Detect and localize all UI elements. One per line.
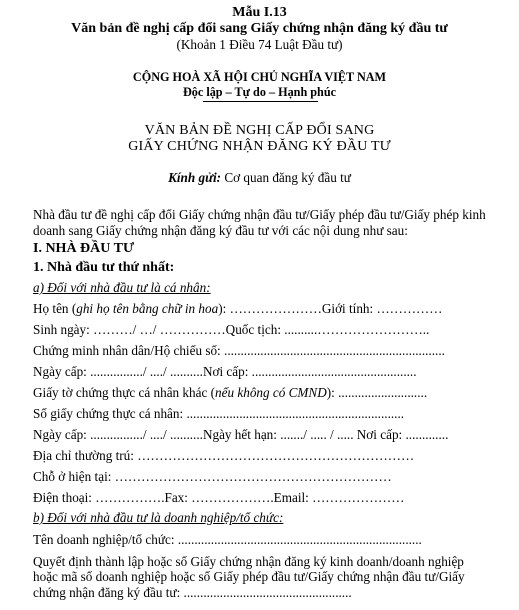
enterprise-heading: b) Đối với nhà đầu tư là doanh nghiệp/tổ chức: bbox=[33, 510, 284, 525]
name-field: Họ tên (ghi họ tên bằng chữ in hoa): …………………Giới tính: …………… bbox=[33, 301, 443, 316]
slogan-underline bbox=[203, 101, 318, 102]
company-name-field: Tên doanh nghiệp/tổ chức: .......................................................................... bbox=[33, 532, 422, 547]
other-doc-number-field: Số giấy chứng thực cá nhân: .................................................................. bbox=[33, 406, 405, 421]
investor-heading: 1. Nhà đầu tư thứ nhất: bbox=[33, 260, 175, 275]
decision-line-3: chứng nhận đăng ký đầu tư: ................................................... bbox=[33, 585, 352, 600]
national-slogan: Độc lập – Tự do – Hạnh phúc bbox=[182, 85, 337, 99]
decision-line-2: hoặc mã số doanh nghiệp hoặc số Giấy phép đầu tư/Giấy chứng nhận đầu tư/Giấy bbox=[33, 569, 465, 584]
intro-line-2: doanh sang Giấy chứng nhận đăng ký đầu tư với các nội dung như sau: bbox=[33, 223, 408, 238]
recipient-label: Kính gửi: bbox=[168, 170, 222, 185]
other-doc-issue-field: Ngày cấp: ................/ ..../ ..........Ngày hết hạn: ......./ ..... / ..... Nơi cấp: ............. bbox=[33, 427, 449, 442]
form-code: Mẫu I.13 bbox=[232, 5, 287, 20]
doc-title-line2: GIẤY CHỨNG NHẬN ĐĂNG KÝ ĐẦU TƯ bbox=[128, 139, 391, 154]
id-issue-field: Ngày cấp: ................/ ..../ ..........Nơi cấp: .................................................. bbox=[33, 364, 417, 379]
recipient bbox=[0, 171, 519, 184]
form-title: Văn bản đề nghị cấp đổi sang Giấy chứng nhận đăng ký đầu tư bbox=[71, 21, 448, 36]
other-doc-hint: nếu không có CMND bbox=[215, 385, 327, 400]
intro-line-1: Nhà đầu tư đề nghị cấp đổi Giấy chứng nhận đầu tư/Giấy phép đầu tư/Giấy phép kinh bbox=[33, 207, 486, 222]
current-address-field: Chỗ ở hiện tại: ……………………………………………………… bbox=[33, 469, 392, 484]
decision-line-1: Quyết định thành lập hoặc số Giấy chứng nhận đăng ký kinh doanh/doanh nghiệp bbox=[33, 554, 464, 569]
section-heading: I. NHÀ ĐẦU TƯ bbox=[33, 241, 135, 256]
recipient-value: Cơ quan đăng ký đầu tư bbox=[221, 170, 351, 185]
other-doc-field: Giấy tờ chứng thực cá nhân khác (nếu không có CMND): ........................... bbox=[33, 385, 428, 400]
individual-heading: a) Đối với nhà đầu tư là cá nhân: bbox=[33, 280, 211, 295]
dob-nationality-field: Sinh ngày: ………/ …/ ……………Quốc tịch: ..........…………………….. bbox=[33, 322, 430, 337]
doc-title-line1: VĂN BẢN ĐỀ NGHỊ CẤP ĐỔI SANG bbox=[144, 123, 375, 138]
permanent-address-field: Địa chỉ thường trú: ……………………………………………………… bbox=[33, 448, 415, 463]
country-name: CỘNG HOÀ XÃ HỘI CHỦ NGHĨA VIỆT NAM bbox=[132, 70, 387, 84]
legal-basis: (Khoản 1 Điều 74 Luật Đầu tư) bbox=[176, 37, 343, 52]
name-hint: ghi họ tên bằng chữ in hoa bbox=[76, 301, 219, 316]
contact-field: Điện thoại: …………….Fax: ……………….Email: ………………… bbox=[33, 490, 405, 505]
id-card-field: Chứng minh nhân dân/Hộ chiếu số: ................................................................... bbox=[33, 343, 445, 358]
